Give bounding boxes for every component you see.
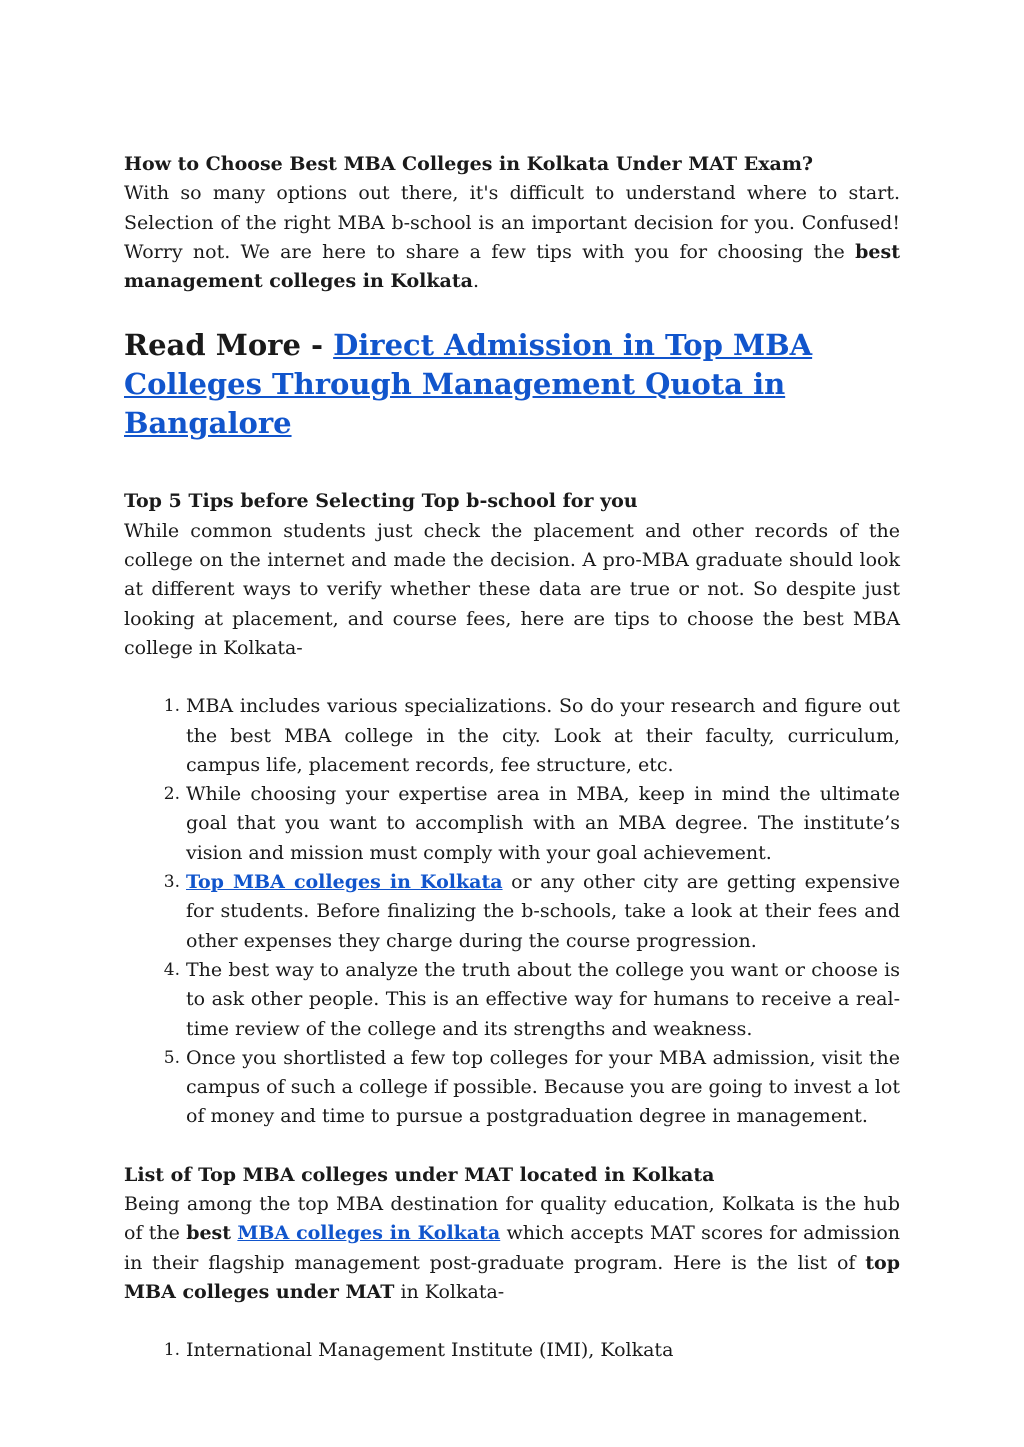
list-item [124,1044,900,1132]
colleges-list [124,1336,900,1365]
list-item-text: International Management Institute (IMI), Kolkata [186,1339,674,1362]
intro-paragraph [124,179,900,296]
list-item [124,956,900,1044]
tips-intro-paragraph: While common students just check the placement and other records of the college on the internet and made the decision. A pro-MBA graduate should look at different ways to verify whether these data are true or not. So despite just looking at placement, and course fees, here are tips to choose the best MBA college in Kolkata- [124,519,900,659]
section-heading-tips: Top 5 Tips before Selecting Top b-school for you [124,490,638,513]
list-number: 1. [163,696,180,717]
list-number: 2. [163,784,180,805]
list-number: 1. [163,1340,180,1361]
list-item-text: The best way to analyze the truth about the college you want or choose is to ask other people. This is an effective way for humans to receive a real-time review of the college and its strengths and weakness. [186,958,900,1040]
list-item [124,1336,900,1365]
read-more-heading [124,326,900,443]
read-more-prefix: Read More - [124,328,334,363]
section-heading-list: List of Top MBA colleges under MAT located in Kolkata [124,1163,715,1186]
list-item-text: or any other city are getting expensive for students. Before finalizing the b-schools, take a look at their fees and other expenses they charge during the course progression. [186,871,900,952]
list-intro-end: in Kolkata- [394,1280,505,1303]
list-number: 4. [163,959,180,980]
intro-end: . [472,270,480,293]
list-number: 3. [163,872,180,893]
section-heading-choose: How to Choose Best MBA Colleges in Kolkata Under MAT Exam? [124,153,814,175]
list-item [124,868,900,956]
intro-text: With so many options out there, it's difficult to understand where to start. Selection of the right MBA b-school is an important decision for you. Confused! Worry not. We are here to share a few tips with you for choosing the [124,182,900,263]
list-number: 5. [163,1047,180,1068]
list-item [124,780,900,868]
list-intro-bold-mat: top MBA colleges under MAT [124,1251,900,1303]
intro-bold-text: best management colleges in Kolkata [124,240,900,293]
list-intro-mid: which accepts MAT scores for admission in their flagship management post-graduate program. Here is the list of [124,1222,900,1274]
list-item-text: While choosing your expertise area in MBA, keep in mind the ultimate goal that you want to accomplish with an MBA degree. The institute’s vision and mission must comply with your goal achievement. [186,783,900,864]
top-mba-colleges-link[interactable]: Top MBA colleges in Kolkata [186,871,503,894]
tips-list [124,692,900,1131]
list-intro-paragraph [124,1190,900,1307]
read-more-link[interactable]: Direct Admission in Top MBA Colleges Through Management Quota in Bangalore [124,328,813,441]
list-intro-start: Being among the top MBA destination for quality education, Kolkata is the hub of the [124,1193,900,1245]
document-page [124,150,900,1366]
mba-colleges-kolkata-link[interactable]: MBA colleges in Kolkata [237,1222,501,1245]
list-intro-bold-best: best [186,1222,232,1245]
list-item-text: MBA includes various specializations. So do your research and figure out the best MBA college in the city. Look at their faculty, curriculum, campus life, placement records, fee structure, etc. [186,695,900,776]
list-item [124,692,900,780]
list-item-text: Once you shortlisted a few top colleges for your MBA admission, visit the campus of such a college if possible. Because you are going to invest a lot of money and time to pursue a postgraduation degree in management. [186,1046,900,1128]
